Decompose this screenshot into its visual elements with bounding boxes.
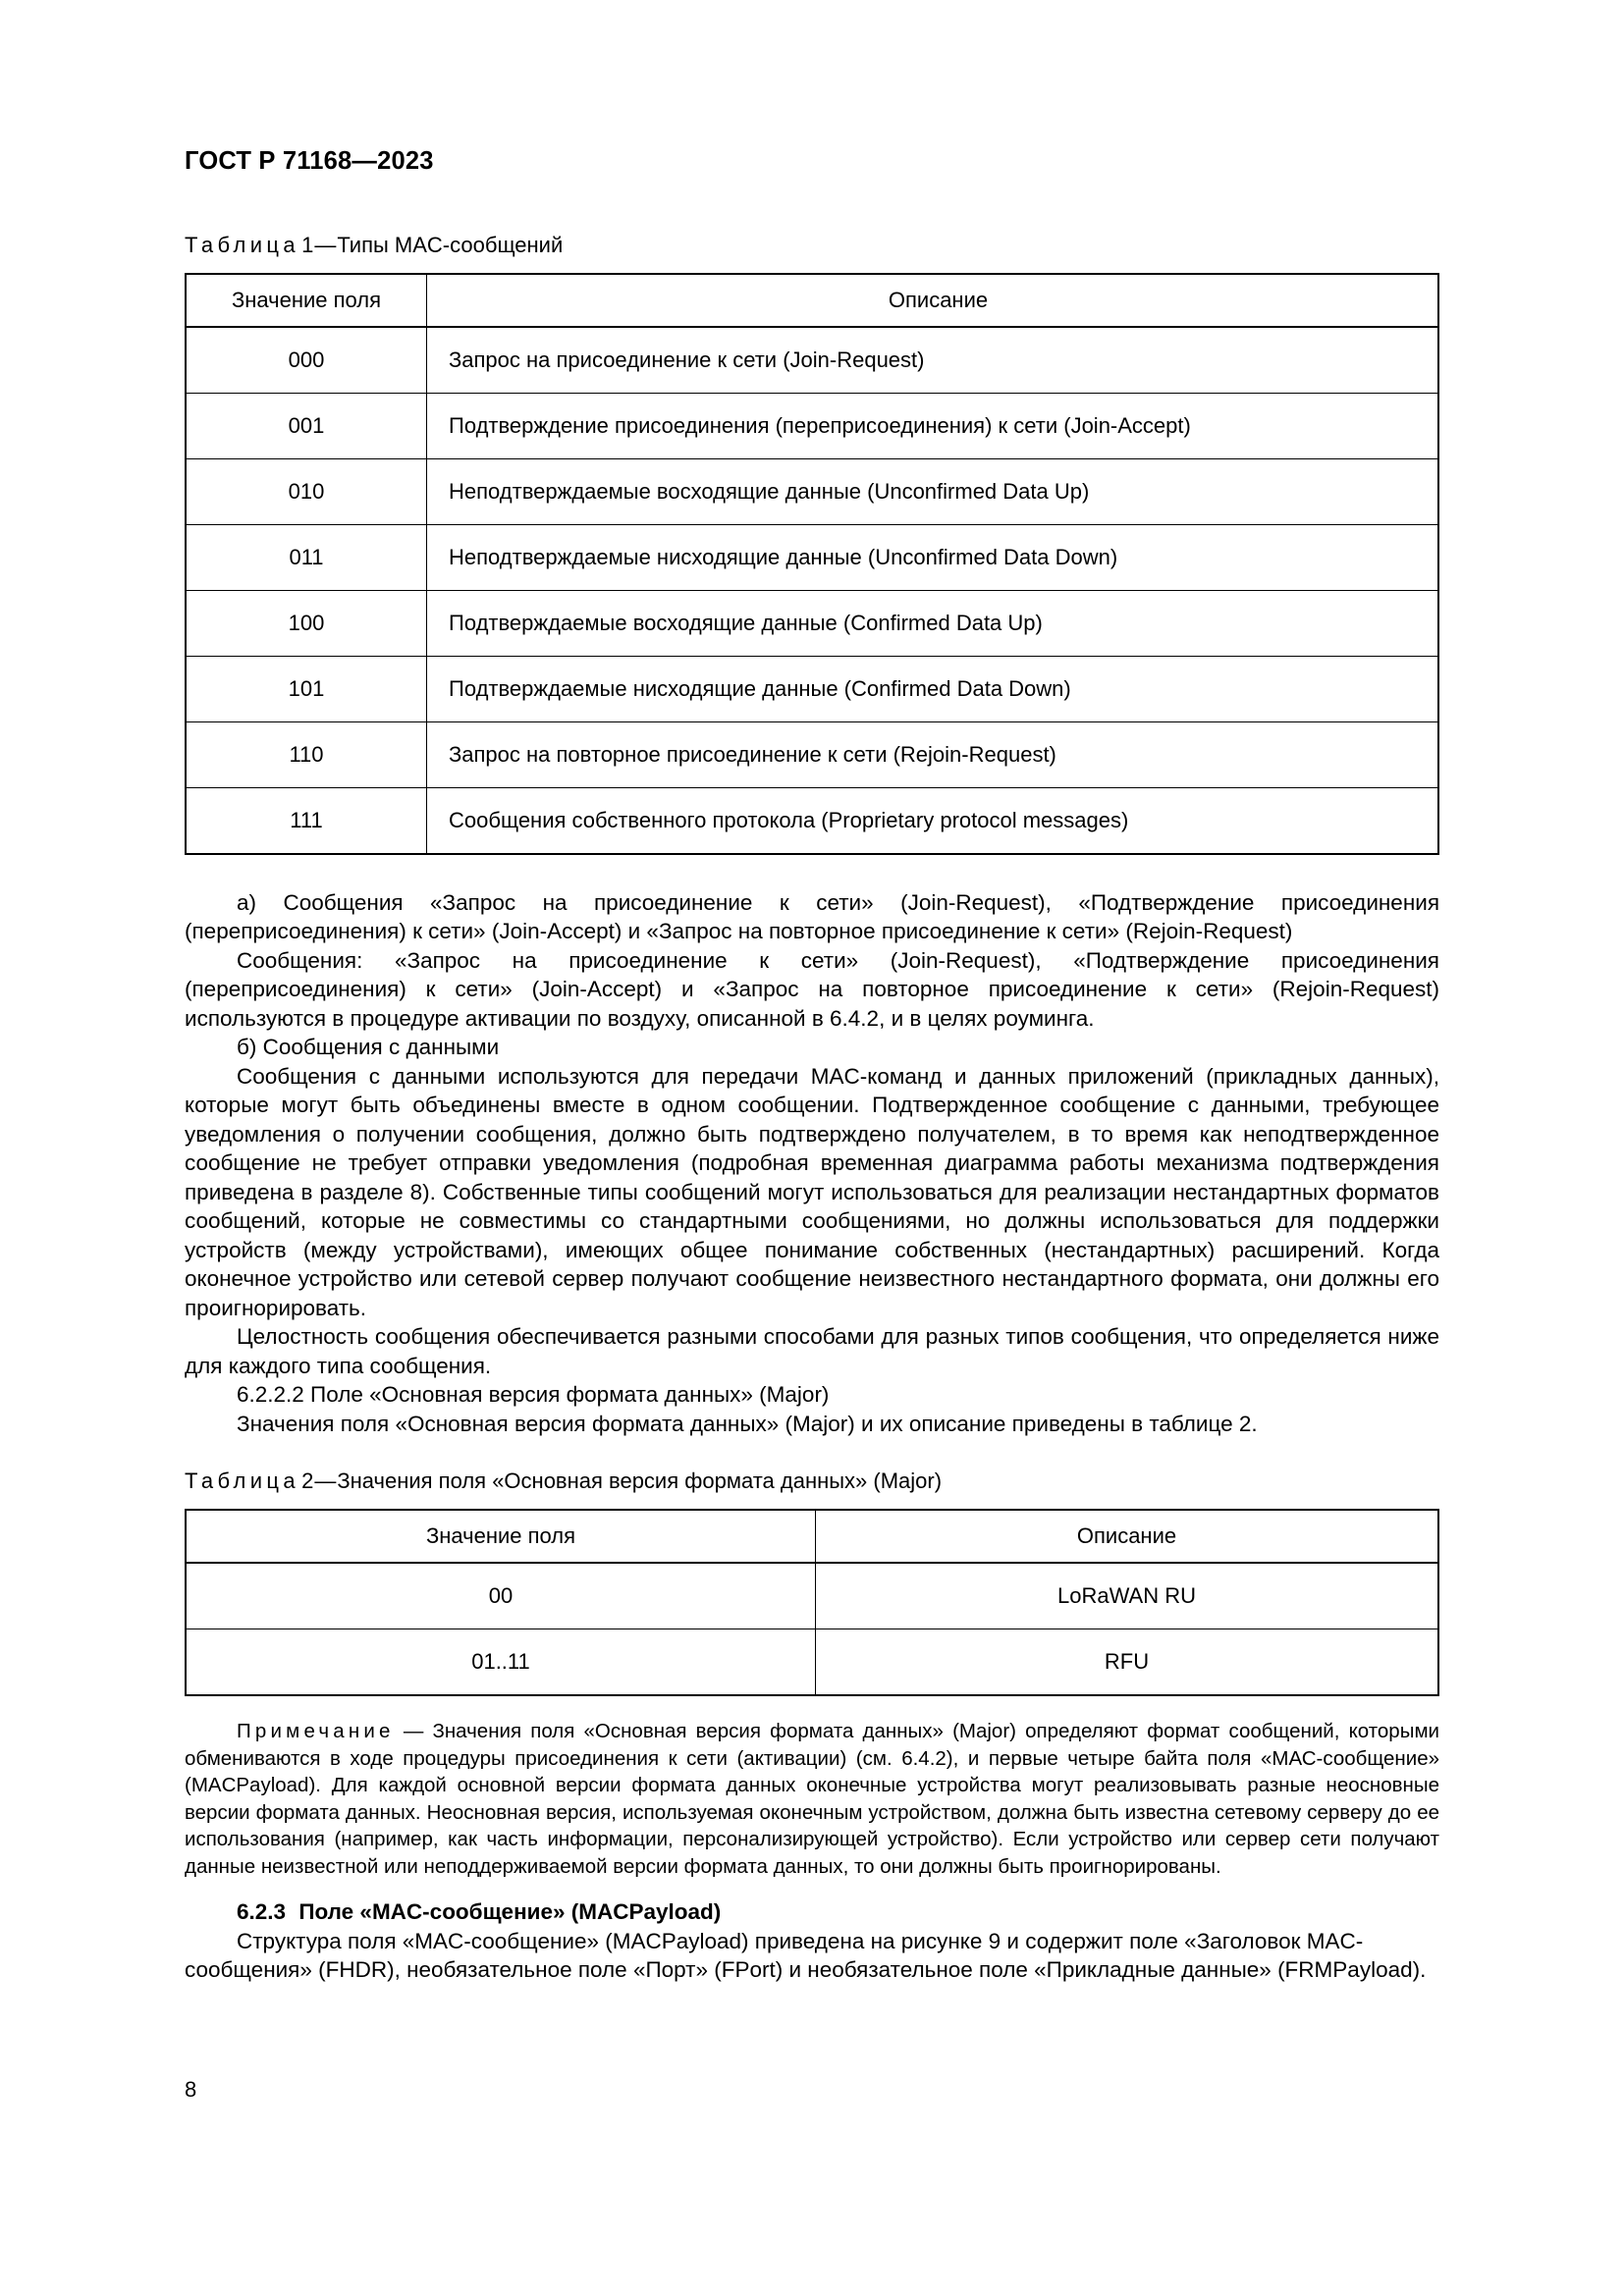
table1-cell-value: 111 bbox=[186, 787, 427, 854]
table1-cell-description: Запрос на присоединение к сети (Join-Request) bbox=[427, 327, 1439, 394]
section-6-2-3-heading bbox=[185, 1897, 1439, 1927]
paragraph-b-detail: Сообщения с данными используются для передачи MAC-команд и данных приложений (прикладных данных), которые могут быть объединены вместе в одном сообщении. Подтвержденное сообщение с данными, требующее уведомления о получении сообщения, должно быть подтверждено получателем, в то время как неподтвержденное сообщение не требует отправки уведомления (подробная временная диаграмма работы механизма подтверждения приведена в разделе 8). Собственные типы сообщений могут использоваться для реализации нестандартных форматов сообщений, которые не совместимы со стандартными сообщениями, но должны использоваться для поддержки устройств (между устройствами), имеющих общее понимание собственных (нестандартных) расширений. Когда оконечное устройство или сетевой сервер получают сообщение неизвестного нестандартного формата, они должны его проигнорировать. bbox=[185, 1063, 1439, 1320]
table1-caption-title: Типы MAC-сообщений bbox=[337, 233, 564, 258]
page-number: 8 bbox=[185, 2077, 197, 2102]
table1-cell-description: Подтверждение присоединения (переприсоединения) к сети (Join-Accept) bbox=[427, 393, 1439, 458]
table1-cell-description: Сообщения собственного протокола (Proprietary protocol messages) bbox=[427, 787, 1439, 854]
table-row bbox=[186, 327, 1438, 394]
table1-col-description: Описание bbox=[427, 274, 1439, 327]
standard-header: ГОСТ Р 71168—2023 bbox=[185, 147, 434, 175]
table1-cell-value: 000 bbox=[186, 327, 427, 394]
paragraph-integrity: Целостность сообщения обеспечивается разными способами для разных типов сообщения, что определяется ниже для каждого типа сообщения. bbox=[185, 1324, 1439, 1378]
table-row bbox=[186, 590, 1438, 656]
table1-cell-description: Запрос на повторное присоединение к сети (Rejoin-Request) bbox=[427, 721, 1439, 787]
table1-cell-value: 100 bbox=[186, 590, 427, 656]
table1-cell-description: Неподтверждаемые восходящие данные (Unconfirmed Data Up) bbox=[427, 458, 1439, 524]
table1-cell-value: 011 bbox=[186, 524, 427, 590]
note-dash: — bbox=[403, 1720, 424, 1743]
table2-caption bbox=[185, 1468, 1439, 1495]
table1-col-value: Значение поля bbox=[186, 274, 427, 327]
table2-col-description: Описание bbox=[816, 1510, 1439, 1563]
table-row bbox=[186, 656, 1438, 721]
table2-caption-word: Таблица bbox=[185, 1468, 300, 1494]
table1-cell-description: Подтверждаемые нисходящие данные (Confirmed Data Down) bbox=[427, 656, 1439, 721]
table-row bbox=[186, 393, 1438, 458]
table1-cell-value: 101 bbox=[186, 656, 427, 721]
table2-head bbox=[186, 1510, 1438, 1563]
paragraph-a-detail: Сообщения: «Запрос на присоединение к сети» (Join-Request), «Подтверждение присоединения (переприсоединения) к сети» (Join-Accept) и «Запрос на повторное присоединение к сети» (Rejoin-Request) используются в процедуре активации по воздуху, описанной в 6.4.2, и в целях роуминга. bbox=[185, 947, 1439, 1031]
table-row bbox=[186, 1563, 1438, 1629]
table1-header-row bbox=[186, 274, 1438, 327]
table2-cell-value: 00 bbox=[186, 1563, 816, 1629]
section-6-2-3-paragraph: Структура поля «MAC-сообщение» (MACPayload) приведена на рисунке 9 и содержит поле «Заголовок MAC-сообщения» (FHDR), необязательное поле «Порт» (FPort) и необязательное поле «Прикладные данные» (FRMPayload). bbox=[185, 1928, 1427, 1983]
section-6-2-3-number: 6.2.3 bbox=[237, 1899, 287, 1925]
table-row bbox=[186, 524, 1438, 590]
table-row bbox=[186, 458, 1438, 524]
section-6-2-3-title: Поле «MAC-сообщение» (MACPayload) bbox=[298, 1899, 722, 1925]
table-row bbox=[186, 787, 1438, 854]
table1-caption-word: Таблица bbox=[185, 233, 300, 258]
table1-cell-value: 110 bbox=[186, 721, 427, 787]
table2-header-row bbox=[186, 1510, 1438, 1563]
table2-cell-description: LoRaWAN RU bbox=[816, 1563, 1439, 1629]
table1-head bbox=[186, 274, 1438, 327]
table2-caption-number: 2 bbox=[301, 1468, 314, 1494]
paragraph-b: б) Сообщения с данными bbox=[237, 1035, 500, 1060]
table2-caption-dash: — bbox=[314, 1468, 337, 1494]
table1-cell-description: Неподтверждаемые нисходящие данные (Unconfirmed Data Down) bbox=[427, 524, 1439, 590]
table1-cell-value: 010 bbox=[186, 458, 427, 524]
table1-caption-dash: — bbox=[314, 233, 337, 258]
note-text: Значения поля «Основная версия формата данных» (Major) определяют формат сообщений, которыми обмениваются в ходе процедуры присоединения к сети (активации) (см. 6.4.2), и первые четыре байта поля «МАС-сообщение» (MACPayload). Для каждой основной версии формата данных оконечные устройства могут реализовывать разные неосновные версии формата данных. Неосновная версия, используемая оконечным устройством, должна быть известна сетевому серверу до ее использования (например, как часть информации, персонализирующей устройство). Если устройство или сервер сети получают данные неизвестной или неподдерживаемой версии формата данных, то они должны быть проигнорированы. bbox=[185, 1720, 1439, 1878]
table2-col-value: Значение поля bbox=[186, 1510, 816, 1563]
table2-cell-value: 01..11 bbox=[186, 1629, 816, 1696]
table1-body bbox=[186, 327, 1438, 854]
table1-caption-number: 1 bbox=[301, 233, 314, 258]
table2-cell-description: RFU bbox=[816, 1629, 1439, 1696]
note-label: Примечание bbox=[237, 1720, 395, 1743]
table1-cell-description: Подтверждаемые восходящие данные (Confirmed Data Up) bbox=[427, 590, 1439, 656]
table1-caption bbox=[185, 232, 1439, 259]
clause-6-2-2-2: 6.2.2.2 Поле «Основная версия формата данных» (Major) bbox=[237, 1382, 830, 1408]
table2-body bbox=[186, 1563, 1438, 1695]
table-major-field-values bbox=[185, 1509, 1439, 1696]
paragraph-a: а) Сообщения «Запрос на присоединение к сети» (Join-Request), «Подтверждение присоединения (переприсоединения) к сети» (Join-Accept) и «Запрос на повторное присоединение к сети» (Rejoin-Request) bbox=[185, 889, 1439, 944]
page-content bbox=[185, 147, 1439, 1985]
table1-cell-value: 001 bbox=[186, 393, 427, 458]
table-row bbox=[186, 721, 1438, 787]
clause-6-2-2-2-text: Значения поля «Основная версия формата данных» (Major) и их описание приведены в таблице 2. bbox=[237, 1411, 1258, 1436]
note-block bbox=[185, 1718, 1439, 1880]
table2-caption-title: Значения поля «Основная версия формата данных» (Major) bbox=[337, 1468, 943, 1494]
table-mac-message-types bbox=[185, 273, 1439, 855]
table-row bbox=[186, 1629, 1438, 1696]
